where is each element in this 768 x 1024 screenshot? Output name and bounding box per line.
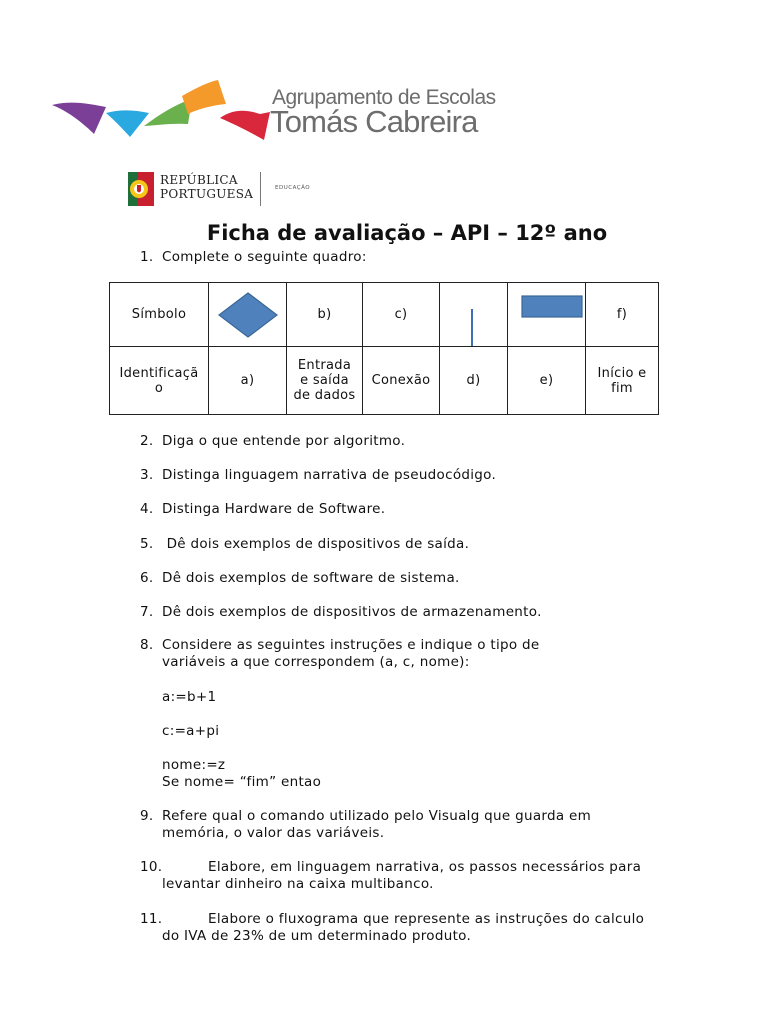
logo-ribbon-blue (106, 110, 149, 137)
question-5-text: Dê dois exemplos de dispositivos de saída. (162, 536, 470, 552)
symbol-header: Símbolo (110, 283, 209, 347)
identification-cell-d: d) (440, 347, 508, 415)
code-line-2: c:=a+pi (162, 723, 220, 739)
symbol-cell-f: f) (586, 283, 659, 347)
page-title: Ficha de avaliação – API – 12º ano (206, 221, 608, 245)
question-2-number: 2. (140, 433, 154, 449)
flow-arrow-icon (462, 307, 482, 347)
decision-diamond-shape (217, 291, 279, 339)
question-3-number: 3. (140, 467, 154, 483)
code-line-4: Se nome= “fim” entao (162, 774, 322, 790)
question-2-text: Diga o que entende por algoritmo. (162, 433, 406, 449)
republic-name-line1: REPÚBLICA (160, 173, 238, 187)
question-4-number: 4. (140, 501, 154, 517)
school-logo (50, 78, 275, 142)
question-3-text: Distinga linguagem narrativa de pseudocódigo. (162, 467, 497, 483)
question-8-text: Considere as seguintes instruções e indique o tipo de variáveis a que correspondem (a, c, nome): (162, 637, 540, 670)
question-6-number: 6. (140, 570, 154, 586)
gov-department: EDUCAÇÃO (275, 185, 311, 191)
identification-cell-a: a) (209, 347, 287, 415)
logo-ribbon-red (220, 111, 270, 140)
logo-ribbon-purple (52, 103, 106, 134)
gov-divider (260, 172, 261, 206)
process-rectangle-shape (521, 295, 583, 319)
symbol-cell-e (508, 283, 586, 347)
question-1-text: Complete o seguinte quadro: (162, 249, 367, 265)
question-10-text: Elabore, em linguagem narrativa, os passos necessários para levantar dinheiro na caixa multibanco. (162, 859, 642, 892)
question-1-number: 1. (140, 249, 154, 265)
identification-cell-e: e) (508, 347, 586, 415)
question-11-number: 11. (140, 911, 163, 927)
question-5-number: 5. (140, 536, 154, 552)
identification-cell-c: Conexão (363, 347, 440, 415)
symbol-cell-b: b) (287, 283, 363, 347)
question-9-text: Refere qual o comando utilizado pelo Visualg que guarda em memória, o valor das variáveis. (162, 808, 592, 841)
question-7-number: 7. (140, 604, 154, 620)
republic-name (160, 173, 253, 201)
question-10-number: 10. (140, 859, 163, 875)
symbol-row (110, 283, 659, 347)
flowchart-symbols-table (109, 282, 659, 415)
school-name-line2: Tomás Cabreira (270, 104, 478, 139)
school-name-line1: Agrupamento de Escolas (272, 86, 496, 109)
identification-cell-b: Entrada e saída de dados (287, 347, 363, 415)
code-line-3: nome:=z (162, 757, 226, 773)
republic-name-line2: PORTUGUESA (160, 187, 254, 201)
identification-cell-f: Início e fim (586, 347, 659, 415)
identification-header: Identificação (110, 347, 209, 415)
republic-emblem-icon (124, 170, 158, 208)
logo-ribbon-orange (182, 80, 226, 114)
symbol-cell-d (440, 283, 508, 347)
symbol-cell-a (209, 283, 287, 347)
question-6-text: Dê dois exemplos de software de sistema. (162, 570, 460, 586)
code-line-1: a:=b+1 (162, 689, 217, 705)
question-11-text: Elabore o fluxograma que represente as instruções do calculo do IVA de 23% de um determinado produto. (162, 911, 645, 944)
symbol-cell-c: c) (363, 283, 440, 347)
question-4-text: Distinga Hardware de Software. (162, 501, 386, 517)
question-8-number: 8. (140, 637, 154, 653)
question-9-number: 9. (140, 808, 154, 824)
question-7-text: Dê dois exemplos de dispositivos de armazenamento. (162, 604, 542, 620)
identification-row (110, 347, 659, 415)
